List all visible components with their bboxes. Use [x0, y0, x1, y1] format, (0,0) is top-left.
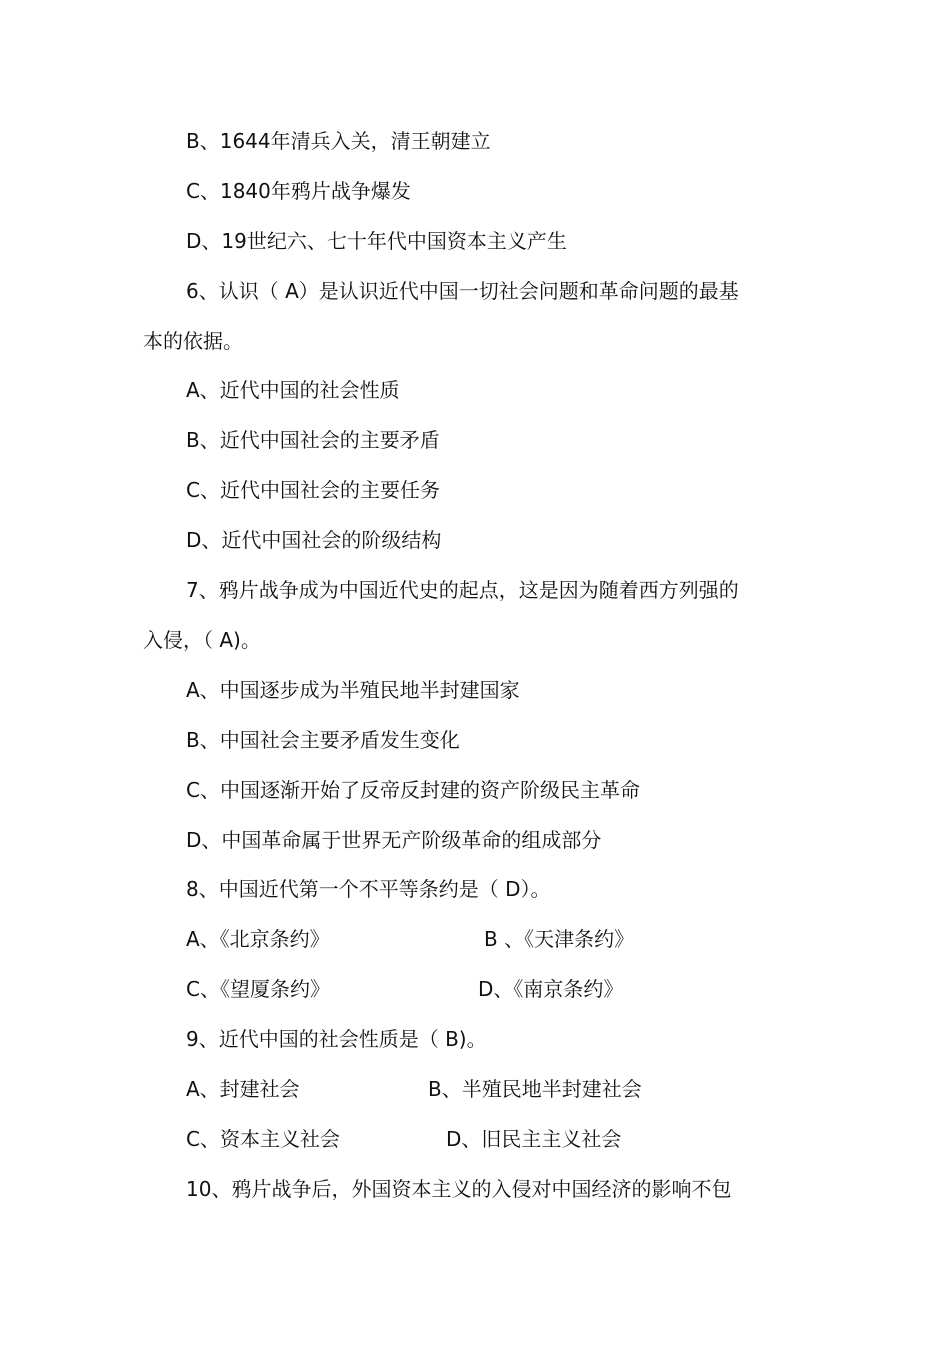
option-d-q7: D、中国革命属于世界无产阶级革命的组成部分: [186, 828, 602, 852]
question-7-line1: 7、鸦片战争成为中国近代史的起点，这是因为随着西方列强的: [186, 578, 739, 602]
option-d-q8: D、《南京条约》: [478, 977, 624, 1001]
option-a-q7: A、中国逐步成为半殖民地半封建国家: [186, 678, 520, 702]
option-a-q8: A、《北京条约》: [186, 927, 330, 951]
option-b-q5: B、1644年清兵入关，清王朝建立: [186, 129, 491, 153]
question-7-line2: 入侵，（ A)。: [143, 628, 261, 652]
option-b-q9: B、半殖民地半封建社会: [428, 1077, 642, 1101]
option-c-q6: C、近代中国社会的主要任务: [186, 478, 440, 502]
option-d-q9: D、旧民主主义社会: [446, 1127, 622, 1151]
option-c-q8: C、《望厦条约》: [186, 977, 330, 1001]
option-b-q8: B 、《天津条约》: [484, 927, 635, 951]
option-a-q6: A、近代中国的社会性质: [186, 378, 400, 402]
option-a-q9: A、封建社会: [186, 1077, 300, 1101]
question-9: 9、近代中国的社会性质是（ B)。: [186, 1027, 487, 1051]
question-8: 8、中国近代第一个不平等条约是（ D）。: [186, 877, 551, 901]
option-d-q5: D、19世纪六、七十年代中国资本主义产生: [186, 229, 567, 253]
question-6-line2: 本的依据。: [143, 329, 243, 353]
question-10-line1: 10、鸦片战争后，外国资本主义的入侵对中国经济的影响不包: [186, 1177, 732, 1201]
option-b-q6: B、近代中国社会的主要矛盾: [186, 428, 440, 452]
option-c-q5: C、1840年鸦片战争爆发: [186, 179, 411, 203]
option-b-q7: B、中国社会主要矛盾发生变化: [186, 728, 460, 752]
question-6-line1: 6、认识（ A）是认识近代中国一切社会问题和革命问题的最基: [186, 279, 739, 303]
option-c-q7: C、中国逐渐开始了反帝反封建的资产阶级民主革命: [186, 778, 640, 802]
option-c-q9: C、资本主义社会: [186, 1127, 340, 1151]
option-d-q6: D、近代中国社会的阶级结构: [186, 528, 442, 552]
